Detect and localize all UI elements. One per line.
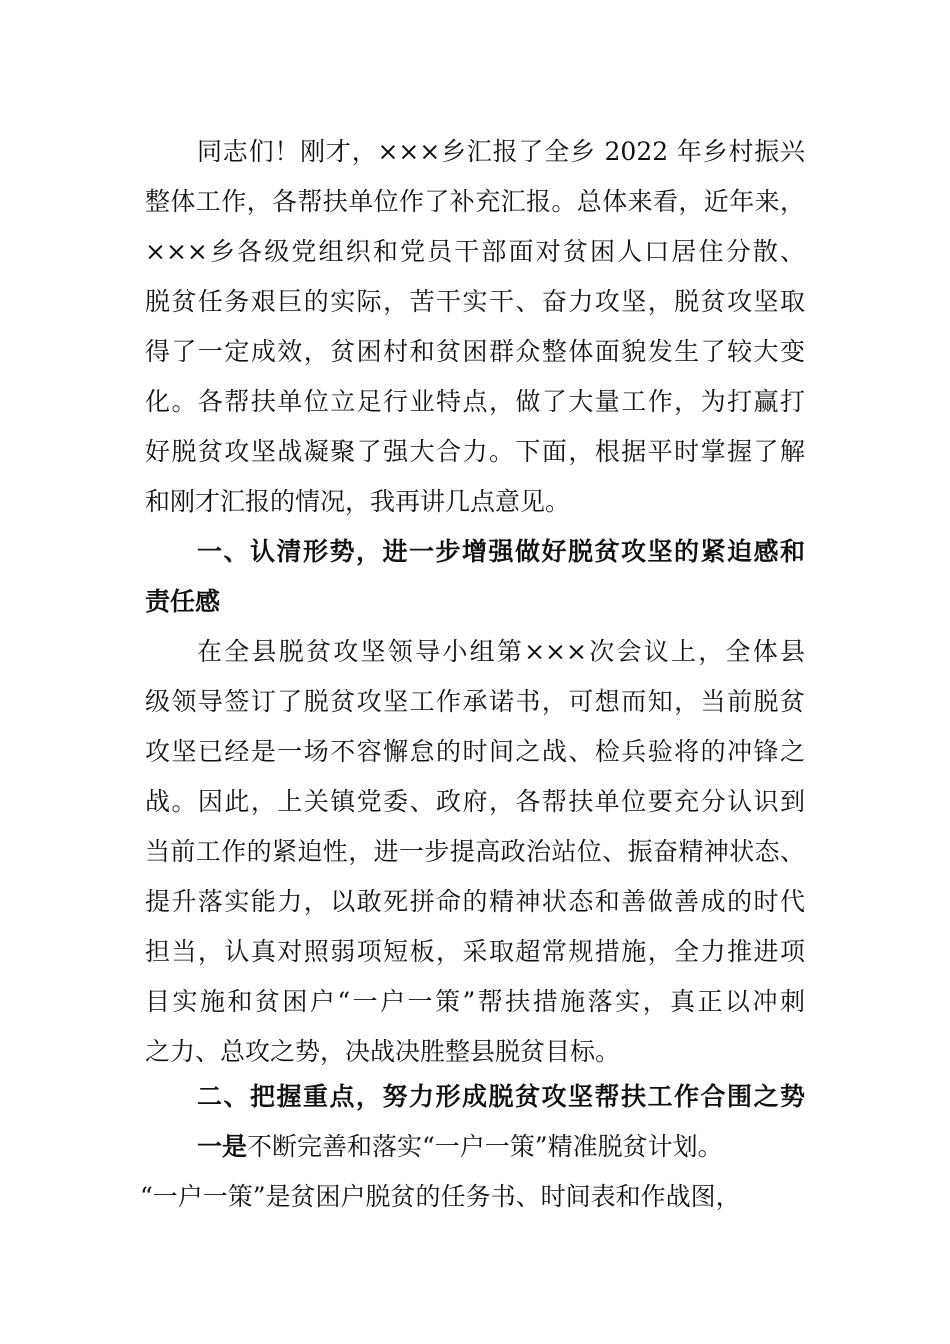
section1-heading-line-2: 责任感 xyxy=(145,587,221,616)
section1-body-line-1: 在全县脱贫攻坚领导小组第×××次会议上，全体县 xyxy=(197,637,805,666)
intro-line-7: 好脱贫攻坚战凝聚了强大合力。下面，根据平时掌握了解 xyxy=(145,437,805,466)
intro-line-8: 和刚才汇报的情况，我再讲几点意见。 xyxy=(145,487,571,516)
section2-continuation-line: “一户一策”是贫困户脱贫的任务书、时间表和作战图， xyxy=(140,1182,741,1211)
intro-line-2: 整体工作，各帮扶单位作了补充汇报。总体来看，近年来， xyxy=(145,187,805,216)
section1-body-line-3: 攻坚已经是一场不容懈怠的时间之战、检兵验将的冲锋之 xyxy=(145,737,805,766)
section1-body-line-5: 当前工作的紧迫性，进一步提高政治站位、振奋精神状态、 xyxy=(145,837,805,866)
point1-lead: 一是 xyxy=(197,1132,248,1161)
section1-body-line-2: 级领导签订了脱贫攻坚工作承诺书，可想而知，当前脱贫 xyxy=(145,687,805,716)
intro-line-3: ×××乡各级党组织和党员干部面对贫困人口居住分散、 xyxy=(145,237,805,266)
intro-line-1: 同志们！刚才，×××乡汇报了全乡 2022 年乡村振兴 xyxy=(197,137,805,166)
section2-heading: 二、把握重点，努力形成脱贫攻坚帮扶工作合围之势 xyxy=(197,1082,805,1111)
section2-point1 xyxy=(197,1122,805,1172)
section1-body-line-9: 之力、总攻之势，决战决胜整县脱贫目标。 xyxy=(145,1037,621,1066)
intro-line-6: 化。各帮扶单位立足行业特点，做了大量工作，为打赢打 xyxy=(145,387,805,416)
section1-body-line-8: 目实施和贫困户“一户一策”帮扶措施落实，真正以冲刺 xyxy=(145,987,805,1016)
section1-heading-line-1: 一、认清形势，进一步增强做好脱贫攻坚的紧迫感和 xyxy=(197,537,805,566)
section1-body-line-6: 提升落实能力，以敢死拼命的精神状态和善做善成的时代 xyxy=(145,887,805,916)
point1-text: 不断完善和落实“一户一策”精准脱贫计划。 xyxy=(247,1132,723,1161)
intro-line-4: 脱贫任务艰巨的实际，苦干实干、奋力攻坚，脱贫攻坚取 xyxy=(145,287,805,316)
intro-line-5: 得了一定成效，贫困村和贫困群众整体面貌发生了较大变 xyxy=(145,337,805,366)
section1-body-line-4: 战。因此，上关镇党委、政府，各帮扶单位要充分认识到 xyxy=(145,787,805,816)
section1-body-line-7: 担当，认真对照弱项短板，采取超常规措施，全力推进项 xyxy=(145,937,805,966)
